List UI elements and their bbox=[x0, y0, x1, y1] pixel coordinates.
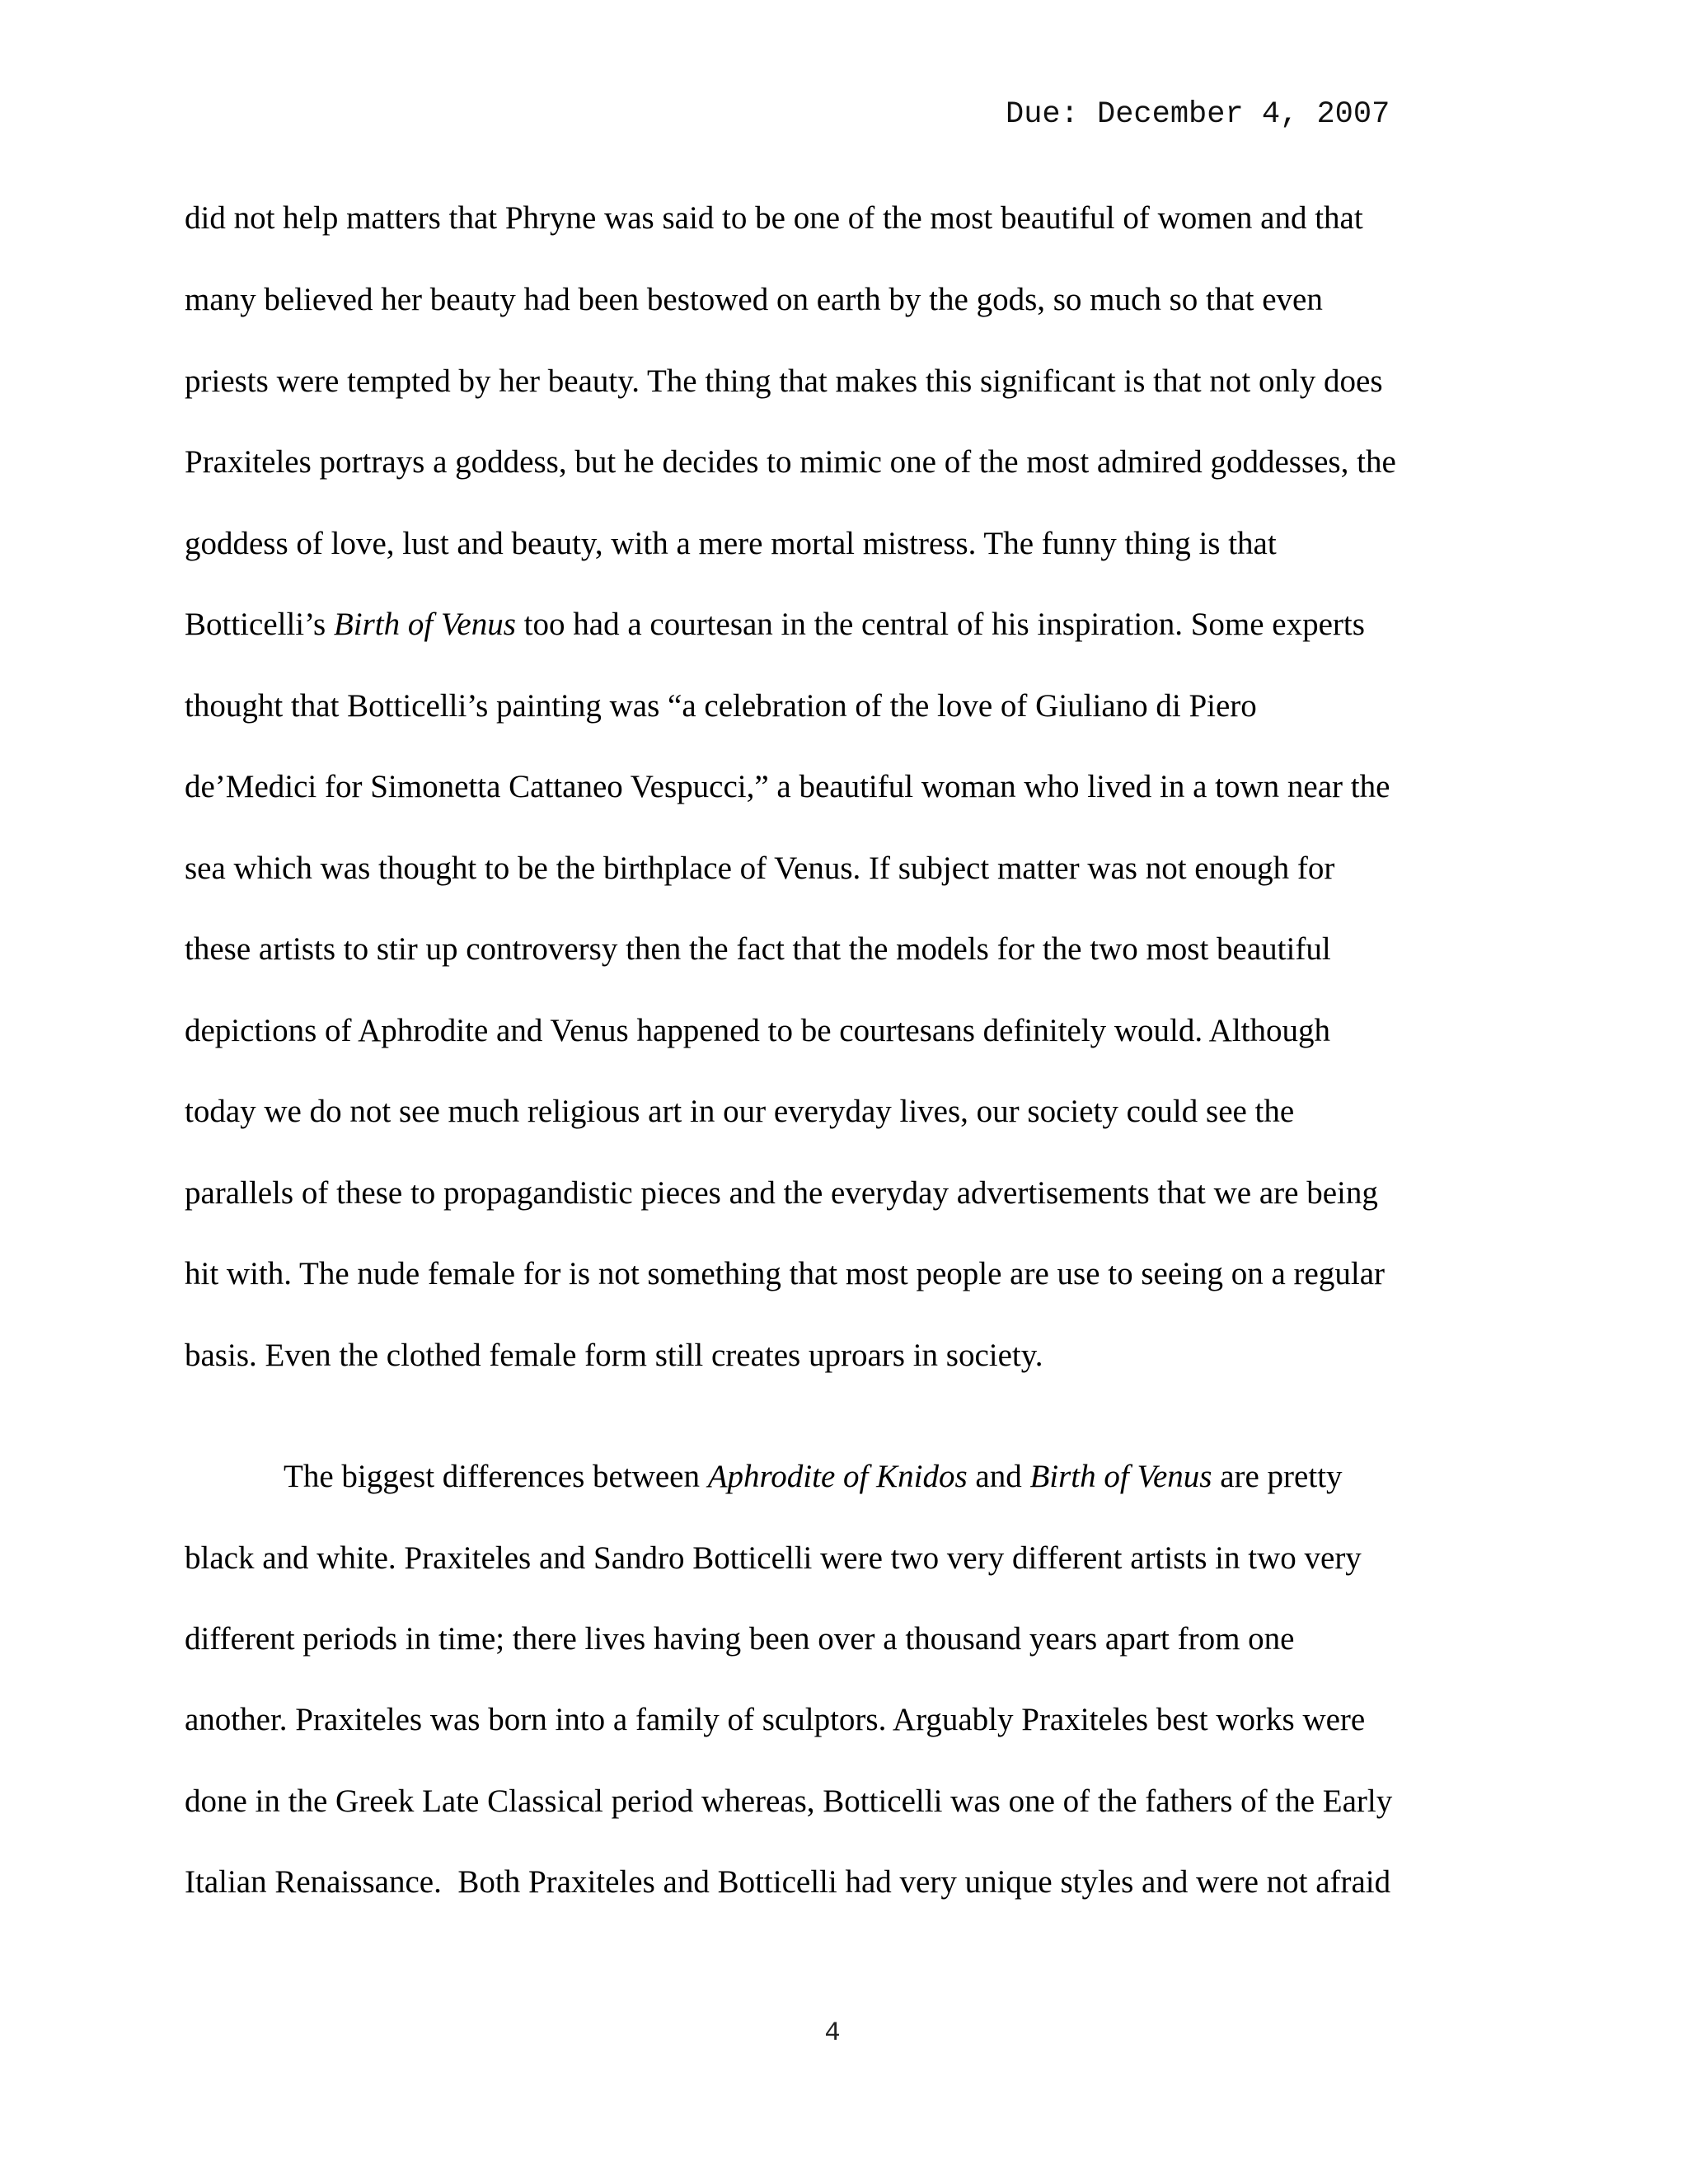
paragraph-2-line-1 bbox=[284, 1456, 1343, 1497]
text-span: too had a courtesan in the central of his inspiration. Some experts bbox=[515, 607, 1365, 642]
paragraph-1-line-1: did not help matters that Phryne was said to be one of the most beautiful of women and that bbox=[185, 200, 1363, 236]
paragraph-1-line-12: today we do not see much religious art in our everyday lives, our society could see the bbox=[185, 1094, 1295, 1129]
paragraph-1-line-10: these artists to stir up controversy then the fact that the models for the two most beautiful bbox=[185, 931, 1331, 967]
artwork-title-aphrodite-of-knidos: Aphrodite of Knidos bbox=[707, 1459, 968, 1494]
paragraph-1-line-13: parallels of these to propagandistic pieces and the everyday advertisements that we are being bbox=[185, 1175, 1378, 1211]
paragraph-1-line-4: Praxiteles portrays a goddess, but he decides to mimic one of the most admired goddesses, the bbox=[185, 444, 1396, 480]
paragraph-1-line-8: de’Medici for Simonetta Cattaneo Vespucci,” a beautiful woman who lived in a town near the bbox=[185, 769, 1390, 804]
paragraph-1-line-5: goddess of love, lust and beauty, with a mere mortal mistress. The funny thing is that bbox=[185, 526, 1277, 561]
paragraph-1-line-14: hit with. The nude female for is not something that most people are use to seeing on a regular bbox=[185, 1256, 1385, 1291]
text-span: Botticelli’s bbox=[185, 607, 334, 642]
paragraph-2-line-2: black and white. Praxiteles and Sandro Botticelli were two very different artists in two very bbox=[185, 1540, 1362, 1576]
paragraph-2-line-3: different periods in time; there lives having been over a thousand years apart from one bbox=[185, 1621, 1295, 1657]
paragraph-2-line-6: Italian Renaissance. Both Praxiteles and Botticelli had very unique styles and were not afraid bbox=[185, 1864, 1391, 1900]
paragraph-1-line-7: thought that Botticelli’s painting was “a celebration of the love of Giuliano di Piero bbox=[185, 688, 1257, 724]
page-number: 4 bbox=[824, 2018, 841, 2048]
paragraph-1-line-6 bbox=[185, 604, 1365, 645]
text-span: The biggest differences between bbox=[284, 1459, 708, 1494]
due-date-header: Due: December 4, 2007 bbox=[1006, 97, 1390, 132]
paragraph-1-line-15: basis. Even the clothed female form still creates uproars in society. bbox=[185, 1338, 1043, 1373]
paragraph-1-line-2: many believed her beauty had been bestowed on earth by the gods, so much so that even bbox=[185, 282, 1323, 317]
artwork-title-birth-of-venus: Birth of Venus bbox=[1029, 1459, 1212, 1494]
text-span: and bbox=[967, 1459, 1030, 1494]
paragraph-1-line-11: depictions of Aphrodite and Venus happened to be courtesans definitely would. Although bbox=[185, 1013, 1331, 1048]
paragraph-2-line-5: done in the Greek Late Classical period whereas, Botticelli was one of the fathers of the Early bbox=[185, 1783, 1393, 1819]
artwork-title-birth-of-venus: Birth of Venus bbox=[333, 607, 516, 642]
paragraph-1-line-3: priests were tempted by her beauty. The thing that makes this significant is that not only does bbox=[185, 363, 1383, 399]
text-span: are pretty bbox=[1212, 1459, 1343, 1494]
paragraph-1-line-9: sea which was thought to be the birthplace of Venus. If subject matter was not enough for bbox=[185, 851, 1335, 886]
paragraph-2-line-4: another. Praxiteles was born into a family of sculptors. Arguably Praxiteles best works were bbox=[185, 1702, 1366, 1737]
